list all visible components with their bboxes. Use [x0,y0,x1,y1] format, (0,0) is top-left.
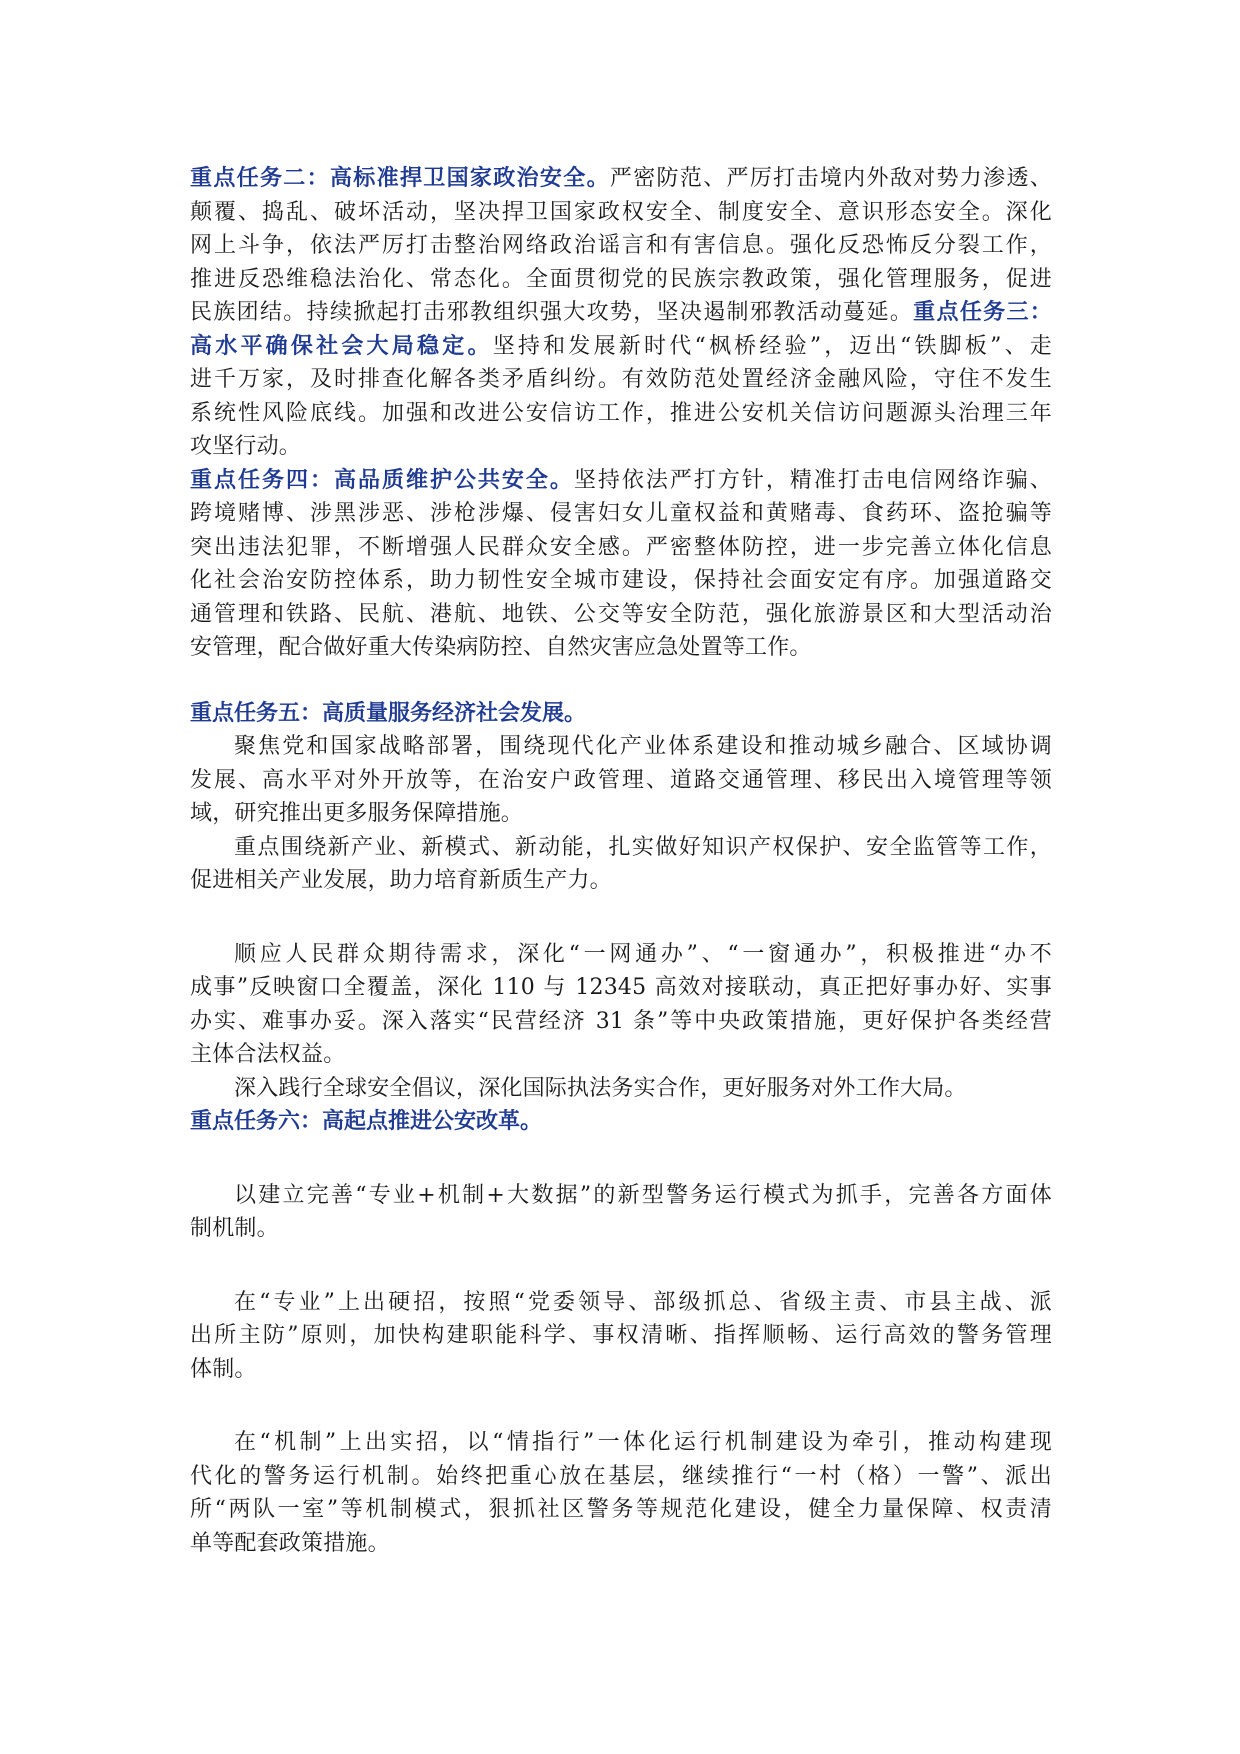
task3-heading-part1: 重点任务三： [913,300,1053,325]
paragraph-line: 深入践行全球安全倡议，深化国际执法务实合作，更好服务对外工作大局。 [234,1075,967,1101]
paragraph-line: 所“两队一室”等机制模式，狠抓社区警务等规范化建设，健全力量保障、权责清 [190,1497,1052,1522]
paragraph-line: 推进反恐维稳法治化、常态化。全面贯彻党的民族宗教政策，强化管理服务，促进 [190,266,1052,292]
document-page [190,162,1052,1560]
paragraph-line: 攻坚行动。 [190,434,302,459]
paragraph-line: 发展、高水平对外开放等，在治安户政管理、道路交通管理、移民出入境管理等领 [190,767,1052,793]
paragraph-line: 网上斗争，依法严厉打击整治网络政治谣言和有害信息。强化反恐怖反分裂工作， [190,233,1052,258]
paragraph-line: 聚焦党和国家战略部署，围绕现代化产业体系建设和推动城乡融合、区域协调 [234,734,1052,759]
paragraph-line: 在“机制”上出实招，以“情指行”一体化运行机制建设为牵引，推动构建现 [234,1430,1052,1455]
paragraph-line: 代化的警务运行机制。始终把重心放在基层，继续推行“一村（格）一警”、派出 [190,1463,1052,1489]
paragraph-line [190,296,1052,330]
paragraph-line: 颠覆、捣乱、破坏活动，坚决捍卫国家政权安全、制度安全、意识形态安全。深化 [190,199,1052,225]
paragraph-line: 制机制。 [190,1216,279,1241]
paragraph-line: 重点围绕新产业、新模式、新动能，扎实做好知识产权保护、安全监管等工作， [234,834,1052,860]
paragraph-line: 通管理和铁路、民航、港航、地铁、公交等安全防范，强化旅游景区和大型活动治 [190,601,1052,627]
paragraph-text: 坚持依法严打方针，精准打击电信网络诈骗、 [573,467,1052,493]
paragraph-line [190,162,1052,196]
task4-heading: 重点任务四：高品质维护公共安全。 [190,467,574,493]
paragraph-line: 单等配套政策措施。 [190,1530,390,1556]
task6-heading: 重点任务六：高起点推进公安改革。 [190,1109,543,1134]
paragraph-line: 体制。 [190,1356,257,1382]
paragraph-line: 主体合法权益。 [190,1042,346,1067]
task5-section [190,697,1052,1106]
paragraph-line [190,464,1052,498]
paragraph-text: 坚持和发展新时代“枫桥经验”，迈出“铁脚板”、走 [492,333,1053,359]
paragraph-line [190,330,1052,364]
task2-section [190,162,1052,464]
paragraph-line: 化社会治安防控体系，助力韧性安全城市建设，保持社会面安定有序。加强道路交 [190,568,1052,593]
paragraph-line: 办实、难事办妥。深入落实“民营经济 31 条”等中央政策措施，更好保护各类经营 [190,1008,1052,1034]
task5-heading: 重点任务五：高质量服务经济社会发展。 [190,700,587,726]
paragraph-line: 促进相关产业发展，助力培育新质生产力。 [190,868,612,893]
paragraph-line: 系统性风险底线。加强和改进公安信访工作，推进公安机关信访问题源头治理三年 [190,400,1052,426]
paragraph-line: 进千万家，及时排查化解各类矛盾纠纷。有效防范处置经济金融风险，守住不发生 [190,367,1052,392]
paragraph-line: 出所主防”原则，加快构建职能科学、事权清晰、指挥顺畅、运行高效的警务管理 [190,1323,1052,1348]
paragraph-text: 民族团结。持续掀起打击邪教组织强大攻势，坚决遏制邪教活动蔓延。 [190,300,914,325]
paragraph-line: 以建立完善“专业+机制+大数据”的新型警务运行模式为抓手，完善各方面体 [234,1182,1052,1208]
task3-heading-part2: 高水平确保社会大局稳定。 [190,333,493,359]
task4-section [190,464,1052,665]
paragraph-line: 在“专业”上出硬招，按照“党委领导、部级抓总、省级主责、市县主战、派 [234,1289,1052,1315]
paragraph-text: 严密防范、严厉打击境内外敌对势力渗透、 [609,166,1052,191]
paragraph-line: 顺应人民群众期待需求，深化“一网通办”、“一窗通办”，积极推进“办不 [234,941,1052,967]
paragraph-line: 域，研究推出更多服务保障措施。 [190,801,524,826]
paragraph-line: 成事”反映窗口全覆盖，深化 110 与 12345 高效对接联动，真正把好事办好、实事 [190,975,1052,1000]
task6-section [190,1105,1052,1560]
task2-heading: 重点任务二：高标准捍卫国家政治安全。 [190,166,610,191]
paragraph-line: 跨境赌博、涉黑涉恶、涉枪涉爆、侵害妇女儿童权益和黄赌毒、食药环、盗抢骗等 [190,501,1052,526]
paragraph-line: 突出违法犯罪，不断增强人民群众安全感。严密整体防控，进一步完善立体化信息 [190,534,1052,560]
paragraph-line: 安管理，配合做好重大传染病防控、自然灾害应急处置等工作。 [190,635,812,660]
